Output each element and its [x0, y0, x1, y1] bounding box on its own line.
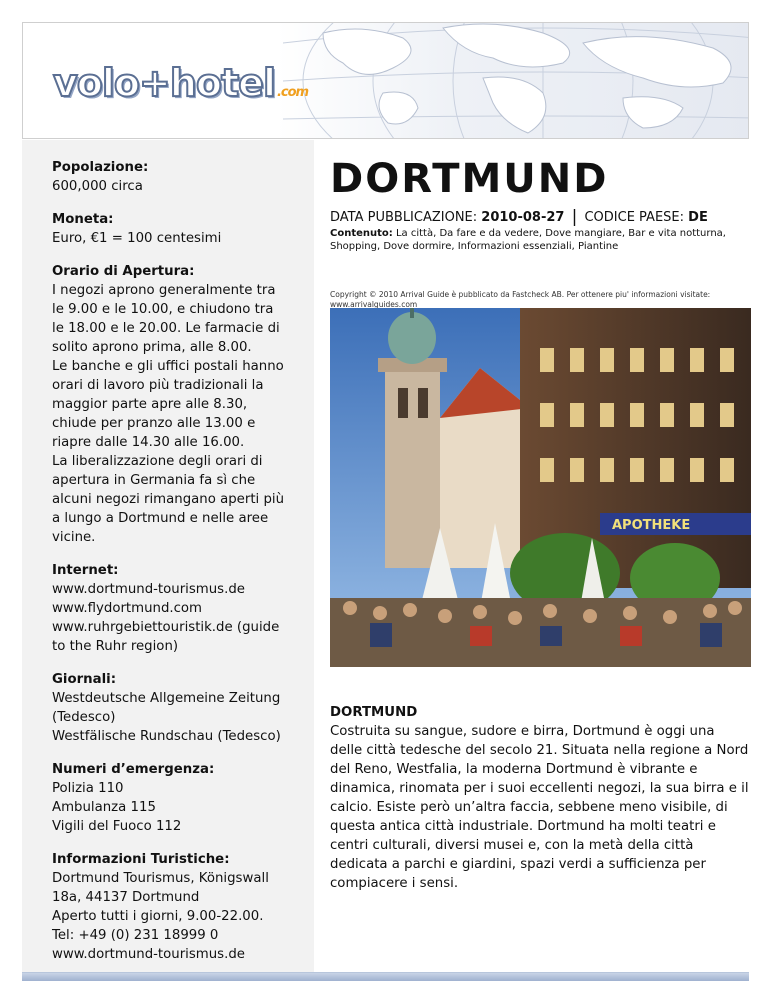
- separator: |: [571, 207, 578, 227]
- country-code-label: CODICE PAESE:: [584, 210, 685, 225]
- tourist-info-block: [52, 850, 302, 964]
- internet-block: [52, 561, 302, 656]
- country-code-value: DE: [688, 210, 708, 225]
- population-heading: Popolazione:: [52, 160, 149, 175]
- newspaper-line: Westfälische Rundschau (Tedesco): [52, 729, 281, 744]
- population-value: 600,000 circa: [52, 179, 143, 194]
- hours-line: La liberalizzazione degli orari di: [52, 454, 263, 469]
- hours-line: riapre dalle 14.30 alle 16.00.: [52, 435, 245, 450]
- article-heading: DORTMUND: [330, 705, 418, 720]
- currency-value: Euro, €1 = 100 centesimi: [52, 231, 222, 246]
- article: [330, 703, 750, 893]
- logo-text: volo+hotel: [53, 61, 275, 105]
- internet-link-note: to the Ruhr region): [52, 639, 179, 654]
- emergency-number: Polizia 110: [52, 781, 124, 796]
- population-block: [52, 158, 302, 196]
- newspaper-line: Westdeutsche Allgemeine Zeitung: [52, 691, 281, 706]
- hours-line: maggior parte apre alle 8.30,: [52, 397, 248, 412]
- info-sidebar: [22, 140, 314, 974]
- hours-line: le 18.00 e le 20.00. Le farmacie di: [52, 321, 280, 336]
- emergency-heading: Numeri d’emergenza:: [52, 762, 215, 777]
- internet-link[interactable]: www.flydortmund.com: [52, 601, 203, 616]
- copyright-notice: Copyright © 2010 Arrival Guide è pubblicato da Fastcheck AB. Per ottenere piu' informazioni visitate: www.arrivalguides.com: [330, 290, 711, 309]
- hours-line: apertura in Germania fa sì che: [52, 473, 256, 488]
- emergency-block: [52, 760, 302, 836]
- tourist-info-line: Aperto tutti i giorni, 9.00-22.00.: [52, 909, 264, 924]
- city-title: DORTMUND: [330, 156, 609, 202]
- hours-line: Le banche e gli uffici postali hanno: [52, 359, 284, 374]
- contents-line: [330, 227, 750, 253]
- currency-block: [52, 210, 302, 248]
- logo-suffix: .com: [276, 85, 309, 100]
- hours-line: alcuni negozi rimangano aperti più: [52, 492, 285, 507]
- hours-line: a lungo a Dortmund e nelle aree: [52, 511, 269, 526]
- tourist-info-link[interactable]: www.dortmund-tourismus.de: [52, 947, 245, 962]
- tourist-info-line: Tel: +49 (0) 231 18999 0: [52, 928, 219, 943]
- hours-block: [52, 262, 302, 547]
- internet-heading: Internet:: [52, 563, 119, 578]
- hours-line: chiude per pranzo alle 13.00 e: [52, 416, 256, 431]
- hours-line: vicine.: [52, 530, 96, 545]
- tourist-info-heading: Informazioni Turistiche:: [52, 852, 230, 867]
- article-body: Costruita su sangue, sudore e birra, Dortmund è oggi una delle città tedesche del secolo 21. Situata nella regione a Nord del Reno, Westfalia, la moderna Dortmund è vibrante e dinamica, rinomata per i suoi eccellenti negozi, la sua birra e il calcio. Esiste però un’altra faccia, sebbene meno visibile, di questa antica città industriale. Dortmund ha molti teatri e centri culturali, diversi musei e, con la metà della città dedicata a parchi e giardini, spazi verdi a sufficienza per compiacere i sensi.: [330, 724, 749, 891]
- newspapers-heading: Giornali:: [52, 672, 117, 687]
- pub-date-label: DATA PUBBLICAZIONE:: [330, 210, 478, 225]
- city-photo: [330, 308, 751, 667]
- currency-heading: Moneta:: [52, 212, 114, 227]
- emergency-number: Vigili del Fuoco 112: [52, 819, 182, 834]
- header-banner: [22, 22, 749, 139]
- newspapers-block: [52, 670, 302, 746]
- internet-link[interactable]: www.ruhrgebiettouristik.de (guide: [52, 620, 280, 635]
- hours-line: solito aprono prima, alle 8.00.: [52, 340, 252, 355]
- tourist-info-line: 18a, 44137 Dortmund: [52, 890, 200, 905]
- internet-link[interactable]: www.dortmund-tourismus.de: [52, 582, 245, 597]
- newspaper-line: (Tedesco): [52, 710, 116, 725]
- hours-heading: Orario di Apertura:: [52, 264, 195, 279]
- contents-label: Contenuto:: [330, 228, 393, 239]
- contents-text: La città, Da fare e da vedere, Dove mangiare, Bar e vita notturna, Shopping, Dove dormire, Informazioni essenziali, Piantine: [330, 228, 726, 252]
- pub-date-value: 2010-08-27: [481, 210, 565, 225]
- hours-line: le 9.00 e le 10.00, e chiudono tra: [52, 302, 274, 317]
- photo-sign-text: APOTHEKE: [612, 518, 691, 533]
- tourist-info-line: Dortmund Tourismus, Königswall: [52, 871, 269, 886]
- publication-row: [330, 206, 708, 226]
- emergency-number: Ambulanza 115: [52, 800, 156, 815]
- hours-line: I negozi aprono generalmente tra: [52, 283, 276, 298]
- hours-line: orari di lavoro più tradizionali la: [52, 378, 264, 393]
- dortmund-street-photo: [330, 308, 751, 667]
- footer-bar: [22, 972, 749, 981]
- brand-logo: [53, 61, 308, 105]
